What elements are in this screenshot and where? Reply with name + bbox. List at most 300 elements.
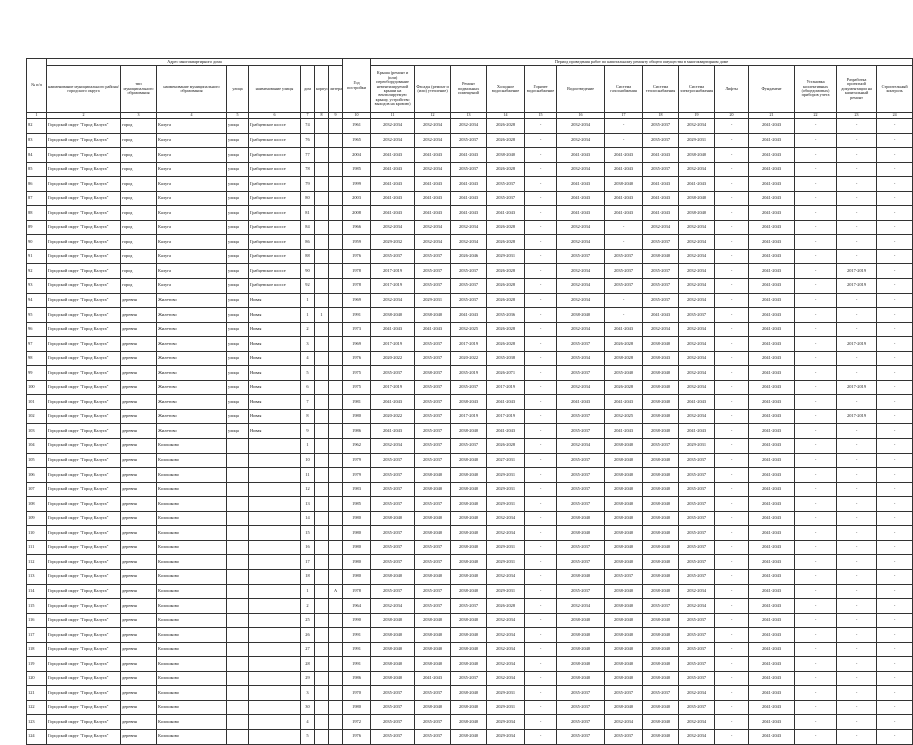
col-number: 19 — [679, 113, 715, 119]
table-cell: 118 — [27, 642, 47, 657]
table-cell — [329, 628, 343, 643]
table-cell: 1980 — [343, 700, 371, 715]
table-cell: - — [715, 482, 749, 497]
table-cell: деревня — [121, 293, 157, 308]
table-cell: 2038-2040 — [451, 497, 487, 512]
table-cell: 2029-2034 — [487, 729, 525, 744]
table-cell: улица — [227, 148, 249, 163]
table-cell: 4 — [301, 715, 315, 730]
table-cell — [329, 206, 343, 221]
table-cell: 2032-2034 — [557, 293, 605, 308]
table-cell: 2029-2031 — [487, 468, 525, 483]
table-cell: - — [525, 715, 557, 730]
table-cell: Городской округ "Город Калуга" — [47, 293, 121, 308]
table-cell: 2035-2037 — [679, 453, 715, 468]
table-cell: 2038-2040 — [679, 206, 715, 221]
table-row — [27, 206, 913, 221]
table-cell — [329, 380, 343, 395]
table-row — [27, 380, 913, 395]
table-cell: 2026-2028 — [487, 279, 525, 294]
table-cell — [329, 409, 343, 424]
table-row — [27, 162, 913, 177]
table-cell: 2041-2043 — [371, 395, 415, 410]
table-cell: Городской округ "Город Калуга" — [47, 613, 121, 628]
table-cell: улица — [227, 337, 249, 352]
table-cell: 2035-2037 — [557, 497, 605, 512]
table-cell: 1961 — [343, 119, 371, 134]
table-cell: Городской округ "Город Калуга" — [47, 599, 121, 614]
table-cell: деревня — [121, 366, 157, 381]
table-cell: 2041-2043 — [749, 249, 795, 264]
table-cell: 1991 — [343, 628, 371, 643]
table-cell: Городской округ "Город Калуга" — [47, 584, 121, 599]
table-cell: 88 — [27, 206, 47, 221]
table-cell — [227, 482, 249, 497]
table-cell: 2035-2037 — [605, 279, 643, 294]
col-header-13: Ремонт подвальных помещений — [451, 66, 487, 113]
table-row — [27, 555, 913, 570]
table-cell: 2041-2043 — [557, 177, 605, 192]
table-cell: 2038-2043 — [643, 351, 679, 366]
col-number: 11 — [371, 113, 415, 119]
table-cell: 1980 — [343, 569, 371, 584]
table-cell: - — [837, 569, 877, 584]
table-cell — [227, 569, 249, 584]
table-cell: 97 — [27, 337, 47, 352]
table-cell: Городской округ "Город Калуга" — [47, 119, 121, 134]
table-cell — [329, 249, 343, 264]
table-cell: - — [715, 526, 749, 541]
table-cell: - — [837, 715, 877, 730]
table-cell: Калуга — [157, 220, 227, 235]
table-cell: 2038-2040 — [371, 613, 415, 628]
table-cell: 2032-2034 — [679, 715, 715, 730]
table-cell — [315, 366, 329, 381]
table-cell: 123 — [27, 715, 47, 730]
table-row — [27, 497, 913, 512]
table-cell: 112 — [27, 555, 47, 570]
table-cell: 2035-2037 — [371, 249, 415, 264]
table-cell — [329, 599, 343, 614]
col-number: 5 — [227, 113, 249, 119]
table-cell: 2017-2019 — [451, 337, 487, 352]
table-cell: 2041-2043 — [749, 322, 795, 337]
table-cell: Новая — [249, 380, 301, 395]
table-cell — [315, 424, 329, 439]
table-cell: 2038-2028 — [605, 351, 643, 366]
table-cell: 111 — [27, 540, 47, 555]
table-cell: 84 — [301, 220, 315, 235]
table-cell: Калуга — [157, 249, 227, 264]
table-cell: 2026-2071 — [487, 366, 525, 381]
col-number: 8 — [315, 113, 329, 119]
col-header-8: корпус — [315, 66, 329, 113]
table-cell: 2041-2043 — [749, 584, 795, 599]
table-cell: Городской округ "Город Калуга" — [47, 322, 121, 337]
table-cell: деревня — [121, 511, 157, 526]
table-cell: 2041-2043 — [749, 351, 795, 366]
table-row — [27, 177, 913, 192]
table-cell — [315, 526, 329, 541]
table-cell: - — [837, 293, 877, 308]
table-cell: Городской округ "Город Калуга" — [47, 686, 121, 701]
table-cell: деревня — [121, 439, 157, 454]
table-cell: 102 — [27, 409, 47, 424]
table-cell: - — [715, 671, 749, 686]
table-cell: - — [795, 191, 837, 206]
table-cell — [315, 279, 329, 294]
table-cell: 1 — [301, 308, 315, 323]
table-cell: улица — [227, 162, 249, 177]
table-cell: - — [837, 249, 877, 264]
table-cell — [329, 191, 343, 206]
table-cell: 2032-2034 — [679, 366, 715, 381]
table-cell: 2035-2037 — [643, 133, 679, 148]
table-cell: 2035-2037 — [371, 540, 415, 555]
table-cell: 2038-2040 — [605, 599, 643, 614]
table-cell: Городской округ "Город Калуга" — [47, 308, 121, 323]
table-cell: 2038-2040 — [451, 511, 487, 526]
table-cell: 2038-2040 — [451, 453, 487, 468]
table-cell: 2038-2040 — [557, 511, 605, 526]
table-cell: 2038-2040 — [605, 468, 643, 483]
table-cell: 2004 — [343, 148, 371, 163]
table-cell — [315, 642, 329, 657]
table-cell: 2032-2034 — [679, 119, 715, 134]
table-cell: 2032-2034 — [679, 162, 715, 177]
table-cell: 2038-2040 — [643, 380, 679, 395]
table-cell: 2035-2037 — [557, 453, 605, 468]
table-cell: 2032-2034 — [679, 729, 715, 744]
table-cell — [315, 540, 329, 555]
table-cell: - — [877, 380, 913, 395]
table-cell: 1985 — [343, 497, 371, 512]
table-row — [27, 628, 913, 643]
table-cell — [315, 235, 329, 250]
table-cell: деревня — [121, 700, 157, 715]
table-cell: 2035-2037 — [679, 657, 715, 672]
table-cell: деревня — [121, 628, 157, 643]
table-cell — [315, 584, 329, 599]
table-cell: 2038-2040 — [643, 366, 679, 381]
table-cell: - — [877, 322, 913, 337]
table-cell: 2041-2043 — [749, 613, 795, 628]
table-cell: - — [715, 439, 749, 454]
col-number: 14 — [487, 113, 525, 119]
table-cell: 2035-2037 — [557, 584, 605, 599]
table-cell: 2026-2046 — [451, 249, 487, 264]
table-cell: 2035-2037 — [451, 279, 487, 294]
table-cell: 2041-2043 — [605, 162, 643, 177]
table-cell: - — [877, 599, 913, 614]
table-cell: 2038-2040 — [451, 424, 487, 439]
table-cell: - — [877, 642, 913, 657]
table-cell — [249, 555, 301, 570]
table-cell: улица — [227, 395, 249, 410]
table-cell: 2035-2037 — [487, 177, 525, 192]
table-cell: 117 — [27, 628, 47, 643]
table-cell: 2035-2037 — [679, 468, 715, 483]
table-cell: 2038-2040 — [605, 482, 643, 497]
col-header-17: Система газоснабжения — [605, 66, 643, 113]
table-cell: Городской округ "Город Калуга" — [47, 279, 121, 294]
table-cell: 2035-2036 — [487, 308, 525, 323]
table-cell: 2032-2034 — [679, 337, 715, 352]
table-cell: 80 — [301, 191, 315, 206]
table-cell: 18 — [301, 569, 315, 584]
group-header-address: Адрес многоквартирного дома — [47, 59, 343, 66]
table-cell: Калуга — [157, 162, 227, 177]
table-cell: Грабцевское шоссе — [249, 206, 301, 221]
table-cell: - — [795, 439, 837, 454]
table-cell: 2038-2040 — [643, 497, 679, 512]
table-cell: 2035-2037 — [415, 424, 451, 439]
table-cell: - — [837, 133, 877, 148]
table-cell: Городской округ "Город Калуга" — [47, 439, 121, 454]
table-cell: 1999 — [343, 177, 371, 192]
table-cell: 2041-2043 — [371, 322, 415, 337]
table-cell: 2041-2043 — [679, 395, 715, 410]
table-cell: 2035-2037 — [415, 453, 451, 468]
table-cell: 2038-2040 — [679, 191, 715, 206]
col-number: 23 — [837, 113, 877, 119]
table-cell: 2035-2037 — [557, 540, 605, 555]
table-cell: Грабцевское шоссе — [249, 220, 301, 235]
table-cell: - — [715, 468, 749, 483]
table-cell — [227, 540, 249, 555]
table-cell: 2038-2040 — [451, 526, 487, 541]
table-row — [27, 279, 913, 294]
table-cell: 2032-2034 — [557, 220, 605, 235]
table-cell: 13 — [301, 497, 315, 512]
table-cell: 2026-2028 — [487, 337, 525, 352]
table-cell — [315, 671, 329, 686]
table-cell: - — [715, 366, 749, 381]
table-cell: - — [715, 177, 749, 192]
table-cell: - — [715, 162, 749, 177]
table-cell — [249, 715, 301, 730]
table-cell: 81 — [301, 206, 315, 221]
table-cell: 92 — [301, 279, 315, 294]
table-cell: деревня — [121, 497, 157, 512]
table-cell: - — [525, 584, 557, 599]
table-cell: 2032-2034 — [451, 119, 487, 134]
table-cell: 2041-2043 — [643, 177, 679, 192]
table-cell: - — [795, 293, 837, 308]
table-cell: 2032-2034 — [679, 686, 715, 701]
table-cell: - — [715, 453, 749, 468]
table-cell: 2038-2040 — [605, 642, 643, 657]
table-cell: 2017-2019 — [837, 264, 877, 279]
table-cell: 92 — [27, 264, 47, 279]
table-cell: - — [795, 511, 837, 526]
table-cell: 1991 — [343, 308, 371, 323]
table-cell: - — [837, 729, 877, 744]
table-cell: 2035-2037 — [371, 729, 415, 744]
table-cell: - — [877, 526, 913, 541]
table-cell: - — [877, 729, 913, 744]
table-cell: - — [795, 686, 837, 701]
table-cell: 2032-2034 — [679, 235, 715, 250]
table-row — [27, 511, 913, 526]
table-cell: 2038-2040 — [451, 540, 487, 555]
table-cell — [315, 715, 329, 730]
table-cell: - — [605, 119, 643, 134]
table-cell: 2035-2037 — [679, 511, 715, 526]
table-cell — [227, 729, 249, 744]
table-cell: - — [715, 351, 749, 366]
table-cell: - — [525, 700, 557, 715]
table-cell: - — [525, 729, 557, 744]
table-cell: 2041-2043 — [643, 191, 679, 206]
table-cell: - — [877, 700, 913, 715]
table-cell: 2035-2037 — [415, 409, 451, 424]
table-cell: 2029-2031 — [487, 249, 525, 264]
group-header-period: Период проведения работ по капитальному ремонту общего имущества в многоквартирном доме — [371, 59, 913, 66]
table-cell: Жилетово — [157, 322, 227, 337]
table-cell: - — [877, 671, 913, 686]
table-cell: 2035-2038 — [487, 351, 525, 366]
table-cell: 2041-2043 — [487, 206, 525, 221]
table-cell: 2029-2031 — [487, 482, 525, 497]
table-cell: - — [877, 409, 913, 424]
table-cell: - — [525, 540, 557, 555]
table-cell: 1 — [315, 308, 329, 323]
table-cell — [329, 308, 343, 323]
table-cell: 74 — [301, 119, 315, 134]
table-cell — [315, 148, 329, 163]
table-cell — [315, 162, 329, 177]
table-cell — [329, 322, 343, 337]
table-row — [27, 482, 913, 497]
table-cell: 1985 — [343, 162, 371, 177]
table-cell: 2041-2043 — [605, 395, 643, 410]
table-cell: 2038-2040 — [605, 177, 643, 192]
table-cell: 2035-2037 — [371, 584, 415, 599]
table-cell: 1983 — [343, 482, 371, 497]
table-cell: 1980 — [343, 526, 371, 541]
table-cell: 2035-2037 — [415, 584, 451, 599]
table-cell: 2035-2037 — [451, 439, 487, 454]
table-cell: - — [525, 657, 557, 672]
table-cell: - — [795, 162, 837, 177]
table-cell — [249, 584, 301, 599]
table-row — [27, 337, 913, 352]
table-cell: - — [525, 308, 557, 323]
col-number: 3 — [121, 113, 157, 119]
table-cell: 2035-2037 — [643, 264, 679, 279]
table-cell: - — [877, 613, 913, 628]
table-cell: 2041-2043 — [749, 642, 795, 657]
table-cell: 2041-2043 — [487, 424, 525, 439]
table-cell — [329, 569, 343, 584]
table-cell: 2032-2034 — [557, 380, 605, 395]
table-cell: 2041-2043 — [371, 177, 415, 192]
table-cell: - — [715, 337, 749, 352]
table-cell: 2035-2037 — [557, 686, 605, 701]
table-cell — [329, 686, 343, 701]
table-cell: 1990 — [343, 613, 371, 628]
table-cell: - — [877, 395, 913, 410]
table-cell: 2041-2043 — [415, 206, 451, 221]
table-cell: Жилетово — [157, 395, 227, 410]
table-cell: 2032-2034 — [557, 133, 605, 148]
table-cell: Колошково — [157, 613, 227, 628]
table-cell: 2041-2043 — [451, 206, 487, 221]
table-cell: 1976 — [343, 729, 371, 744]
table-cell: - — [837, 235, 877, 250]
col-header-20: Лифты — [715, 66, 749, 113]
table-row — [27, 642, 913, 657]
col-number: 17 — [605, 113, 643, 119]
table-cell: Городской округ "Город Калуга" — [47, 220, 121, 235]
table-cell: 2041-2043 — [415, 191, 451, 206]
table-cell: 2035-2037 — [415, 439, 451, 454]
table-cell: - — [877, 293, 913, 308]
table-cell: 2 — [301, 322, 315, 337]
table-row — [27, 584, 913, 599]
table-cell: 2032-2034 — [679, 220, 715, 235]
table-cell: 2029-2031 — [487, 686, 525, 701]
table-cell: 2041-2043 — [643, 308, 679, 323]
table-cell: 2041-2043 — [749, 409, 795, 424]
table-cell: Колошково — [157, 686, 227, 701]
table-cell: 2035-2037 — [605, 249, 643, 264]
table-cell: - — [715, 700, 749, 715]
table-cell — [329, 220, 343, 235]
table-cell: 2035-2037 — [643, 279, 679, 294]
table-cell: - — [837, 686, 877, 701]
table-cell: 120 — [27, 671, 47, 686]
table-cell — [329, 613, 343, 628]
table-cell: Грабцевское шоссе — [249, 148, 301, 163]
table-cell: - — [605, 293, 643, 308]
table-cell: Калуга — [157, 235, 227, 250]
table-cell: - — [795, 497, 837, 512]
table-cell: 2029-2031 — [487, 584, 525, 599]
table-cell — [315, 191, 329, 206]
table-cell: улица — [227, 366, 249, 381]
table-cell: - — [837, 526, 877, 541]
table-cell: Городской округ "Город Калуга" — [47, 380, 121, 395]
table-cell: - — [837, 555, 877, 570]
table-cell: 2035-2037 — [643, 686, 679, 701]
table-cell: 82 — [27, 119, 47, 134]
table-cell: 1980 — [343, 540, 371, 555]
table-cell: Новая — [249, 424, 301, 439]
col-number: 12 — [415, 113, 451, 119]
table-row — [27, 439, 913, 454]
table-cell: 2032-2034 — [679, 249, 715, 264]
table-cell: 104 — [27, 439, 47, 454]
table-cell: 2032-2034 — [451, 220, 487, 235]
table-cell: 2029-2031 — [487, 555, 525, 570]
table-cell: - — [795, 657, 837, 672]
table-cell: - — [795, 628, 837, 643]
table-cell: 1986 — [343, 424, 371, 439]
table-cell: Колошково — [157, 642, 227, 657]
table-cell: 1973 — [343, 322, 371, 337]
table-cell: Жилетово — [157, 380, 227, 395]
table-cell: 2032-2034 — [371, 439, 415, 454]
table-cell: 2035-2037 — [679, 628, 715, 643]
table-cell: - — [715, 686, 749, 701]
table-cell: Калуга — [157, 279, 227, 294]
col-header-14: Холодное водоснабжение — [487, 66, 525, 113]
table-cell: - — [877, 220, 913, 235]
col-number: 20 — [715, 113, 749, 119]
table-cell: - — [525, 569, 557, 584]
